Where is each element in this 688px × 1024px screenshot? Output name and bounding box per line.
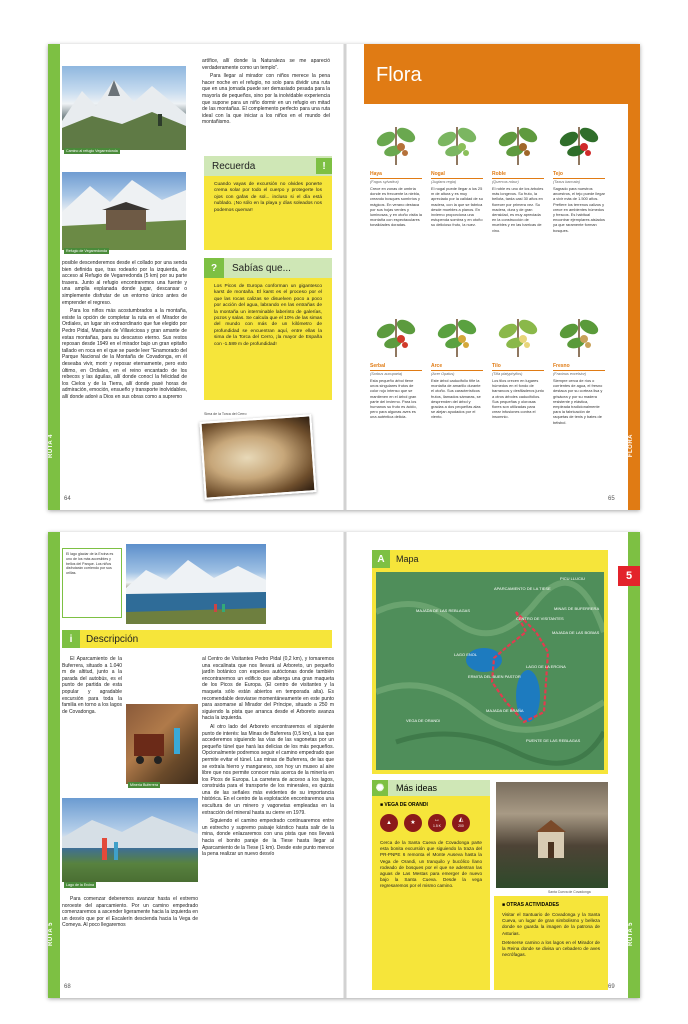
- idea-title-text: OTRAS ACTIVIDADES: [506, 902, 560, 908]
- plant-description: Esta pequeño árbol tiene unos singulares frutos de color rojo intenso que se mantienen en el árbol gran parte del invierno. Para los humanos su fruto es ácido, pero para algunas aves es una auténtica delicia.: [370, 378, 417, 420]
- map-label: MAJADA DE LAS REBLAGAS: [416, 608, 471, 613]
- badge-row: [380, 814, 482, 832]
- plant-name: Fresno: [553, 363, 605, 371]
- box-text: Cuando vayas de excursión no olvides ponerte crema solar por todo el cuerpo y protegerte los ojos con gafas de sol... incluso si el día está nublado. ¡No sólo en la playa y días soleados nos podemos quemar!: [214, 182, 322, 213]
- sabias-que-box: [204, 258, 332, 400]
- box-header: [204, 156, 332, 176]
- mine-photo: [126, 704, 198, 784]
- map-label: PICU LLUCIU: [560, 576, 585, 581]
- exclamation-icon: !: [316, 158, 332, 174]
- plant-description: El nogal puede llegar a los 25 m de altura y es muy apreciado por la calidad de su madera, con la que se fabrica desde muebles a pianos. En invierno proporciona una estupenda sombra y en otoño su delicioso fruto, la nuez.: [431, 186, 483, 228]
- badge-glyph: ★: [410, 820, 416, 826]
- route-number-badge: 5: [618, 566, 640, 586]
- star-icon: [404, 814, 422, 832]
- route-sidebar-right: [628, 532, 640, 998]
- route-label: RUTA 5: [48, 922, 54, 946]
- page-number: 69: [608, 984, 615, 990]
- plant-card: [492, 116, 544, 233]
- plant-description: Crece en zonas de umbría donde es frecuente la niebla, creando bosques sombríos y mágicos. En verano destaca por sus hojas verdes y luminosas, y en otoño visita la montaña con espectaculares tonalidades doradas.: [370, 186, 422, 228]
- plant-scientific-name: (Taxus baccata): [553, 180, 580, 184]
- map-label: LAGO DE LA ERCINA: [526, 664, 566, 669]
- text-column-2: [202, 58, 330, 158]
- route-label: RUTA 5: [628, 922, 634, 946]
- photo-caption: Santa Cueva de Covadonga: [548, 890, 591, 894]
- page-number: 65: [608, 496, 615, 502]
- refuge-photo: [62, 172, 186, 250]
- plant-name: Arce: [431, 363, 483, 371]
- paragraph: Al otro lado del Arboreto encontraremos el siguiente punto de interés: las Minas de Buferrera (0,5 km), a las que accederemos siguiendo las vías de las vagonetas por un pequeño túnel que hará las delicias de los más pequeños. Opcionalmente podremos seguir el camino empedrado que permite evitar el túnel. Las minas de Buferrera, de las que se extraía hierro y manganeso, son hoy un museo al aire libre que nos permite conocer más acerca de la minería en los Picos de Europa. La carretera de acceso a los lagos, construida para el transporte de los minerales, es quizás una de las señales más evidentes de su importancia histórica. En el centro de la explotación encontraremos una escultura de un minero y vagonetas empleadas en la extracción del mineral hasta su cierre en 1979.: [202, 723, 334, 816]
- map-label: LAGO ENOL: [454, 652, 478, 657]
- gutter: [343, 532, 347, 998]
- top-spread: [48, 44, 640, 510]
- photo-caption: Refugio de Vegarredonda: [66, 249, 107, 253]
- plant-card: [370, 116, 422, 228]
- elevation-icon: [452, 814, 470, 832]
- badge-label: 1.5 K: [433, 824, 441, 828]
- bottom-spread: [48, 532, 640, 998]
- otras-actividades-box: [494, 896, 608, 990]
- plant-name: Tilo: [492, 363, 544, 371]
- section-title: Descripción: [86, 633, 139, 645]
- hiker-photo: [62, 798, 198, 882]
- plant-description: El roble es uno de los árboles más longevos. Su fruto, la bellota, tarda casi 30 años en florecer por primera vez. Su madera, dura y de gran densidad, es muy apreciada en la construcción de muebles y en las barricas de vino.: [492, 186, 544, 233]
- idea-text: Cerca de la Santa Cueva de Covadonga parte esta bonita excursión que siguiendo la traza del PR-PNPE 6 remonta el Monte Auseva hasta la Vega de Orandi, un tranquilo y bucólico llano rodeado de bosques por el que se adentran las aguas de Las Mestas para emerger de nuevo bajo la Santa Cueva. Desde la vega regresaremos por el mismo camino.: [380, 840, 482, 889]
- text-column-2: [202, 656, 334, 986]
- plant-name: Tejo: [553, 171, 605, 179]
- distance-icon: [428, 814, 446, 832]
- plant-description: Siempre cerca de ríos o corrientes de agua, el fresno destaca por su corteza lisa y grisácea y por su madera resistente y elástica, empleada tradicionalmente para la fabricación de raquetas de tenis y bates de béisbol.: [553, 378, 603, 425]
- map-label: APARCAMIENTO DE LA TIESE: [494, 586, 551, 591]
- mas-ideas-box: [372, 780, 490, 990]
- text-column-1: [62, 260, 187, 496]
- gutter: [343, 44, 347, 510]
- lake-photo: [126, 544, 266, 624]
- info-icon: i: [62, 630, 80, 648]
- map-label: MAJADA DE BRAÑA: [486, 708, 524, 713]
- photo-caption: Camino al refugio Vegarredonda: [66, 149, 118, 153]
- section-sidebar-right: [628, 44, 640, 510]
- descripcion-header: [62, 630, 332, 648]
- page-number: 68: [64, 984, 71, 990]
- plant-card: [370, 308, 422, 420]
- plant-illustration-icon: [431, 116, 483, 168]
- map-label: VEGA DE ORANDI: [406, 718, 441, 723]
- paragraph: Para comenzar deberemos avanzar hasta el extremo noroeste del aparcamiento. Por un camino empedrado comenzaremos a ascender ligeramente hacia la izquierda en un desvío que por el Escalerín descienda hacia la Vega de Comeya. Al poco llegaremos: [62, 896, 198, 929]
- inset-caption: Sima de la Torca del Cerro: [204, 412, 247, 416]
- paragraph: al Centro de Visitantes Pedro Pidal (0,2 km), y tomaremos una escalinata que nos llevará al Arboreto, un pequeño jardín botánico con especies autóctonas donde también encontraremos un edificio que alberga una gran maqueta de los Picos de Europa. (El centro de visitantes y la maqueta sólo están abiertos en temporada alta). Es recomendable desviarse momentáneamente en este punto para asomarse al Mirador del Príncipe, situado a 250 m siguiendo la pista que arranca desde el Arboreto avanza hacia la izquierda.: [202, 656, 334, 722]
- box-header: [372, 550, 608, 568]
- idea-title: ■ VEGA DE ORANDI: [380, 802, 428, 808]
- plant-illustration-icon: [553, 308, 605, 360]
- paragraph: Siguiendo el camino empedrado continuaremos entre un estrecho y supremo paisaje kárstico hasta salir de la mina, donde enlazaremos con una pista que nos llevará hacia el bonito paraje de la Tiese hasta llegar al Aparcamiento de la Tiese (1 km). Desde este punto merece la pena realizar un nuevo desvío: [202, 818, 334, 858]
- recuerda-box: [204, 156, 332, 250]
- plant-name: Nogal: [431, 171, 483, 179]
- map-marker-icon: A: [372, 550, 390, 568]
- plant-illustration-icon: [431, 308, 483, 360]
- route-sidebar-left: [48, 44, 60, 510]
- route-label: RUTA 4: [48, 434, 54, 458]
- route-sidebar-left: [48, 532, 60, 998]
- photo-caption: Lago de la Ercina: [66, 883, 94, 887]
- plant-scientific-name: (Fraxinus excelsior): [553, 372, 587, 376]
- plant-illustration-icon: [492, 308, 544, 360]
- intro-text: [62, 656, 122, 736]
- plant-illustration-icon: [553, 116, 605, 168]
- question-icon: ?: [204, 258, 224, 278]
- idea-title-text: VEGA DE ORANDI: [384, 802, 428, 808]
- plant-scientific-name: (Sorbus aucuparia): [370, 372, 403, 376]
- page-title: Flora: [376, 64, 422, 86]
- plant-description: Sagrado para nuestros ancestros, el tejo puede llegar a vivir más de 1.500 años. Prefiere los terrenos calizos y crece en ambientes húmedos y frescos. Es habitual encontrar ejemplares aislados ya que raramente forman bosques.: [553, 186, 605, 233]
- paragraph: artífice, allí donde la Naturaleza se me apareció verdaderamente como un templo".: [202, 58, 330, 71]
- box-text: Los Picos de Europa conforman un gigantesco karst de montaña. El karst es el proceso por el que las rocas calizas se disuelven poco a poco por acción del agua, labrando en las entrañas de la montaña un interminable laberinto de galerías, pozos y salas. Se calcula que el 10% de las simas del mundo con más de un kilómetro de profundidad se encuentran aquí, entre ellas la sima de la Torca del Cerro, ¡la mayor de España con -1.589 m de profundidad!: [214, 284, 322, 347]
- plant-card: [553, 308, 605, 425]
- photo-caption: Minería Buferrera: [130, 783, 158, 787]
- plant-card: [492, 308, 544, 420]
- idea-item: [372, 796, 490, 896]
- badge-glyph: ◭: [458, 817, 464, 823]
- idea-text: Visitar el Santuario de Covadonga y la Santa Cueva, un lugar de gran simbolismo y belleza donde se guarda la imagen de la patrona de Asturias.: [502, 912, 600, 936]
- box-title: Más ideas: [396, 783, 438, 793]
- badge-glyph: ▲: [386, 820, 392, 826]
- text-column-1-bottom: [62, 896, 198, 988]
- page-number: 64: [64, 496, 71, 502]
- mountain-photo: [62, 66, 186, 150]
- side-caption: El lago glaciar de la Ercina es uno de los más accesibles y bellos del Parque. Los niños disfrutarán corriendo por sus orillas.: [62, 548, 122, 618]
- map-label: MINAS DE BUFERRERA: [554, 606, 600, 611]
- plant-scientific-name: (Juglans regia): [431, 180, 457, 184]
- plant-card: [431, 308, 483, 420]
- plant-illustration-icon: [370, 116, 422, 168]
- cave-photo: [199, 414, 316, 500]
- plant-card: [553, 116, 605, 233]
- map-label: MAJADA DE LAS BOBIAS: [552, 630, 600, 635]
- map-label: CENTRO DE VISITANTES: [516, 616, 564, 621]
- box-title: Recuerda: [212, 160, 256, 172]
- plant-description: Este árbol caducifolio tiñe la montaña de amarillo durante el otoño. Sus característicos frutos, llamados sámaras, se desprenden del árbol y gracias a dos pequeñas alas se alejan ayudados por el viento.: [431, 378, 481, 420]
- idea-item: [494, 896, 608, 964]
- paragraph: El Aparcamiento de la Buferrera, situado a 1.040 m de altitud, junto a la parada del autobús, es el punto de partida de esta popular y agradable excursión para toda la familia en torno a los lagos de Covadonga.: [62, 656, 122, 715]
- box-title: Sabías que...: [232, 262, 291, 274]
- plant-scientific-name: (Acer Opalus): [431, 372, 455, 376]
- idea-title: ■ OTRAS ACTIVIDADES: [502, 902, 560, 908]
- box-header: [204, 258, 332, 278]
- plant-description: Los tilos crecen en lugares húmedos en el fondo de barrancos y desfiladeros junto a otros árboles caducifolios. Sus pequeñas y olorosas flores son utilizadas para crear infusiones contra el insomnio.: [492, 378, 544, 420]
- plant-scientific-name: (Fagus sylvatica): [370, 180, 399, 184]
- plant-name: Haya: [370, 171, 422, 179]
- plant-scientific-name: (Tilia platyphyllos): [492, 372, 523, 376]
- paragraph: Para llegar al mirador con niños merece la pena hacer noche en el refugio, no solo para dividir una ruta que en una jornada puede ser demasiado pesada para la mayoría de pequeños, sino por la inolvidable experiencia que supone para un niño dormir en un refugio en mitad de las montañas. El complemento perfecto para una ruta ideal con la que iniciar a los niños en el mundo del montañismo.: [202, 73, 330, 126]
- route-map: [376, 572, 604, 770]
- lightbulb-icon: ✺: [372, 780, 388, 796]
- plant-illustration-icon: [492, 116, 544, 168]
- flora-header: [364, 44, 640, 104]
- box-title: Mapa: [396, 554, 419, 564]
- section-label: FLORA: [628, 434, 634, 458]
- plant-illustration-icon: [370, 308, 422, 360]
- paragraph: posible descenderemos desde el collado por una senda bien definida que, tras rodearlo por la izquierda, de acceso al Refugio de Vegarredonda (5 km) por su parte trasera. Junto al refugio encontraremos una fuente y una amplia explanada donde jugar, descansar o simplemente disfrutar de un entorno único antes de emprender el regreso.: [62, 260, 187, 306]
- cave-sanctuary-photo: [496, 782, 608, 888]
- plant-name: Roble: [492, 171, 544, 179]
- idea-text: Detenerse camino a los lagos en el Mirador de la Reina donde se divisa un cebadero de aves necrófagas.: [502, 939, 600, 958]
- plant-scientific-name: (Quercus robur): [492, 180, 519, 184]
- plant-name: Serbal: [370, 363, 422, 371]
- map-label: PUENTE DE LAS REBLAGAS: [526, 738, 581, 743]
- forest-icon: [380, 814, 398, 832]
- paragraph: Para los niños más acostumbrados a la montaña, existe la opción de completar la ruta en el Mirador de Ordiales, un lugar sin extraordinario que fue elegido por Pedro Pidal, Marqués de Villaviciosa y gran amante de estas montañas, para su descanso eterno. Sus restos reposan desde 1949 en el mirador bajo un gran epitafio tallado en roca en el que se puede leer "Enamorado del Parque Nacional de la Montaña de Covadonga, en él deseaba vivir, morir y reposar eternamente, pero esto último, en Ordiales, en el reino encantado de los rebecos y las águilas, allí donde conocí la felicidad de los Cielos y de la Tierra, allí donde pasé horas de admiración, emoción, ensueño y transporte inolvidables, allí donde adoré a Dios en sus obras como a supremo: [62, 308, 187, 400]
- map-label: ERMITA DEL BUEN PASTOR: [468, 674, 521, 679]
- badge-label: 200: [458, 824, 464, 828]
- box-header: [372, 780, 490, 796]
- map-box: [372, 550, 608, 774]
- badge-glyph: ↔: [434, 817, 440, 823]
- plant-card: [431, 116, 483, 228]
